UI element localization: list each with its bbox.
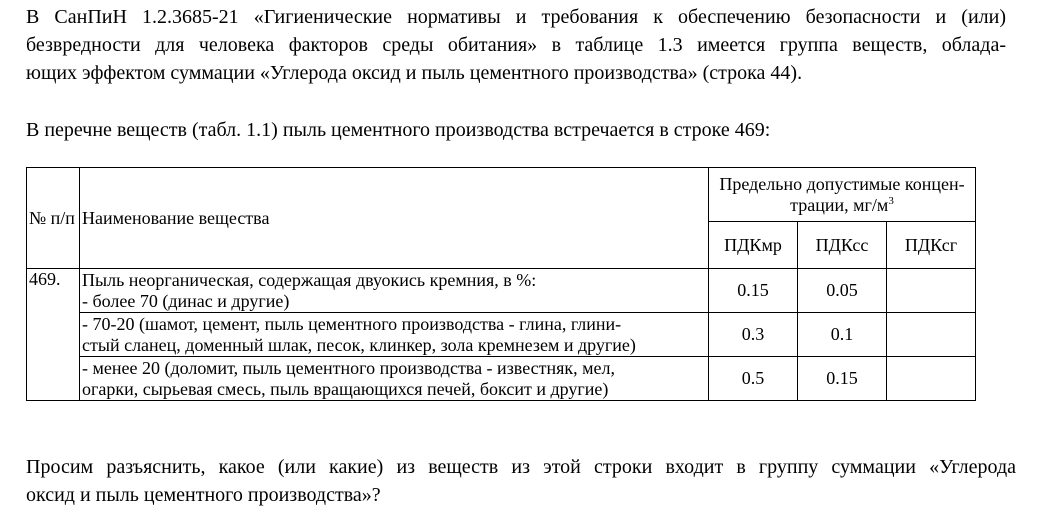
substance-line-2: - более 70 (динас и другие) [82, 290, 290, 311]
question-line-2: оксид и пыль цементного производства»? [26, 484, 381, 506]
substance-line-1: Пыль неорганическая, содержащая двуокись кремния, в %: [82, 269, 537, 290]
table-row [27, 269, 976, 313]
substance-name [80, 269, 709, 313]
table-row [27, 357, 976, 401]
pdk-mr-value: 0.15 [709, 269, 798, 313]
pdk-ss-value: 0.1 [798, 313, 887, 357]
header-concentration-group [709, 168, 976, 222]
pdk-sg-value [887, 357, 976, 401]
substance-name [80, 313, 709, 357]
header-group-line-1: Предельно допустимые концен- [719, 173, 965, 194]
intro-line-1: В СанПиН 1.2.3685-21 «Гигиенические нормативы и требования к обеспечению безопасности и (или) [26, 6, 1006, 28]
header-group-sup: 3 [888, 194, 894, 207]
table-row [27, 313, 976, 357]
header-name: Наименование вещества [80, 168, 709, 269]
intro-paragraph [26, 3, 1006, 87]
substance-line-2: огарки, сырьевая смесь, пыль вращающихся печей, боксит и другие) [82, 378, 609, 399]
header-group-line-2: трации, мг/м [790, 194, 889, 215]
substance-line-1: - 70-20 (шамот, цемент, пыль цементного производства - глина, глини- [82, 313, 622, 334]
header-pdk-mr: ПДКмр [709, 222, 798, 269]
substance-line-1: - менее 20 (доломит, пыль цементного производства - известняк, мел, [82, 357, 616, 378]
pdk-ss-value: 0.05 [798, 269, 887, 313]
table-header-row [27, 168, 976, 222]
header-num: № п/п [27, 168, 80, 269]
pdk-sg-value [887, 313, 976, 357]
row-number: 469. [27, 269, 80, 401]
pdk-sg-value [887, 269, 976, 313]
intro-line-3: ющих эффектом суммации «Углерода оксид и пыль цементного производства» (строка 44). [26, 62, 803, 84]
header-pdk-sg: ПДКсг [887, 222, 976, 269]
substance-line-2: стый сланец, доменный шлак, песок, клинкер, зола кремнезем и другие) [82, 334, 636, 355]
substance-name [80, 357, 709, 401]
list-reference-paragraph: В перечне веществ (табл. 1.1) пыль цементного производства встречается в строке 469: [26, 119, 771, 141]
intro-line-2: безвредности для человека факторов среды обитания» в таблице 1.3 имеется группа веществ, облада- [26, 34, 1006, 56]
pdk-mr-value: 0.5 [709, 357, 798, 401]
substances-table [26, 167, 976, 401]
question-line-1: Просим разъяснить, какое (или какие) из веществ из этой строки входит в группу суммации «Углерода [26, 456, 1016, 478]
header-pdk-ss: ПДКсс [798, 222, 887, 269]
question-paragraph [26, 453, 1016, 509]
pdk-ss-value: 0.15 [798, 357, 887, 401]
pdk-mr-value: 0.3 [709, 313, 798, 357]
